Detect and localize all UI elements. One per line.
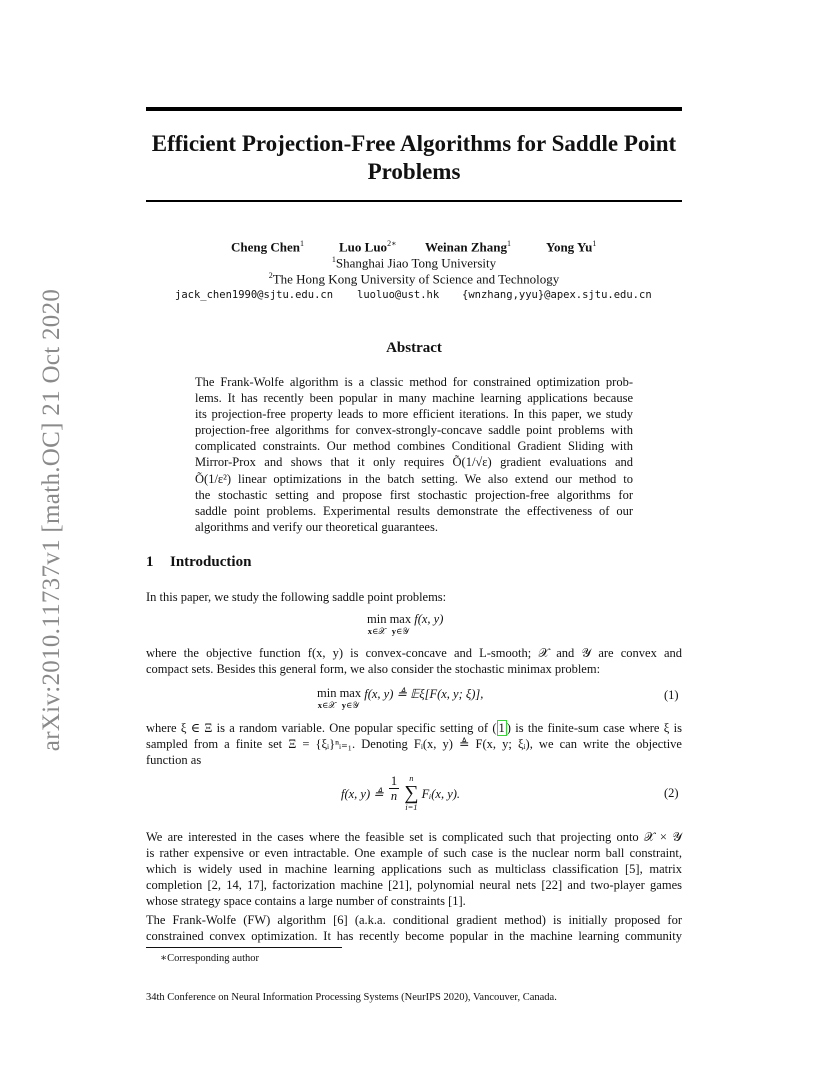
abstract-line: lems. It has recently been popular in many machine learning applications because — [195, 391, 633, 405]
abstract-line: saddle point problems. Experimental results demonstrate the effectiveness of our — [195, 504, 633, 518]
email-2[interactable]: luoluo@ust.hk — [357, 289, 440, 301]
abstract-line: projection-free algorithms for convex-strongly-concave saddle point problems with — [195, 423, 633, 437]
affiliation-2: $^2$The Hong Kong University of Science and Technology — [268, 271, 560, 287]
footnote-rule — [146, 947, 342, 948]
intro-paragraph-2: where the objective function f(x, y) is convex-concave and L-smooth; 𝒳 and 𝒴 are convex and — [146, 646, 682, 660]
abstract-heading: Abstract — [386, 340, 442, 356]
equation-2: f(x, y) ≜ $\frac{1}{n}$ n ∑ i=1 Fᵢ(x, y). — [341, 773, 461, 812]
abstract-line: Mirror-Prox and shows that it only requires Õ(1/√ε) gradient evaluations and — [195, 455, 633, 469]
intro-paragraph-5: constrained convex optimization. It has recently become popular in the machine learning community — [146, 929, 682, 943]
intro-paragraph-4: We are interested in the cases where the feasible set is complicated such that projecting onto 𝒳 × 𝒴 — [146, 830, 682, 844]
title-line-2: Problems — [367, 159, 461, 184]
abstract-line: the stochastic setting and propose first stochastic projection-free algorithms for — [195, 488, 633, 502]
intro-paragraph-3: sampled from a finite set Ξ = {ξᵢ}ⁿᵢ₌₁. Denoting Fᵢ(x, y) ≜ F(x, y; ξᵢ), we can write the objective — [146, 737, 682, 751]
intro-paragraph-1: In this paper, we study the following saddle point problems: — [146, 590, 447, 604]
title-top-rule — [146, 107, 682, 111]
abstract-line: The Frank-Wolfe algorithm is a classic method for constrained optimization prob- — [195, 375, 633, 389]
title-line-1: Efficient Projection-Free Algorithms for Saddle Point — [151, 131, 677, 156]
abstract-line: complicated constraints. Our method combines Conditional Gradient Sliding with — [195, 439, 633, 453]
affiliation-1: $^1$Shanghai Jiao Tong University — [331, 255, 497, 271]
equation-1: min $^{x\in 𝒳}$ max $^{y\in 𝒴}$ f(x, y) ≜ 𝔼ξ[F(x, y; ξ)], — [317, 686, 484, 710]
intro-paragraph-2: compact sets. Besides this general form, we also consider the stochastic minimax problem: — [146, 662, 601, 676]
intro-paragraph-5: The Frank-Wolfe (FW) algorithm [6] (a.k.a. conditional gradient method) is initially proposed for — [146, 913, 682, 927]
equation-minmax: min $^{x\in 𝒳}$ max $^{y\in 𝒴}$ f(x, y) — [367, 612, 444, 636]
venue-footer: 34th Conference on Neural Information Processing Systems (NeurIPS 2020), Vancouver, Canada. — [146, 992, 557, 1003]
paper-title — [146, 130, 682, 186]
email-1[interactable]: jack_chen1990@sjtu.edu.cn — [175, 289, 334, 301]
email-3[interactable]: {wnzhang,yyu}@apex.sjtu.edu.cn — [462, 289, 652, 301]
intro-paragraph-4: completion [2, 14, 17], factorization machine [21], polynomial neural nets [22] and two-player games — [146, 878, 682, 892]
arxiv-stamp: arXiv:2010.11737v1 [math.OC] 21 Oct 2020 — [38, 288, 65, 752]
equation-1-body: f(x, y) ≜ 𝔼ξ[F(x, y; ξ)], — [364, 687, 484, 701]
intro-paragraph-4: whose strategy space contains a large number of constraints [1]. — [146, 894, 466, 908]
section-number: 1 — [146, 554, 154, 570]
intro-paragraph-4: which is widely used in machine learning applications such as multiclass classification [5], matrix — [146, 862, 682, 876]
footnote: ∗Corresponding author — [160, 953, 259, 964]
equation-minmax-body: f(x, y) — [414, 612, 444, 626]
author-4: Yong Yu$^1$ — [546, 239, 597, 255]
intro-paragraph-3: function as — [146, 753, 202, 767]
intro-paragraph-3: where ξ ∈ Ξ is a random variable. One popular specific setting of ( 1 ) is the finite-sum case where ξ is — [146, 721, 682, 735]
author-3: Weinan Zhang$^1$ — [425, 239, 512, 255]
intro-paragraph-4: is rather expensive or even intractable. One example of such case is the nuclear norm ball constraint, — [146, 846, 682, 860]
abstract-line: Õ(1/ε²) linear optimizations in the batch setting. We also extend our method to — [195, 472, 633, 486]
equation-ref-link[interactable]: 1 — [498, 721, 505, 735]
section-title: Introduction — [170, 554, 252, 570]
title-bottom-rule — [146, 200, 682, 202]
equation-1-number: (1) — [664, 688, 679, 702]
abstract-line: algorithms and verify our theoretical guarantees. — [195, 520, 438, 534]
abstract-line: its projection-free property leads to more efficient iterations. In this paper, we study — [195, 407, 633, 421]
author-2: Luo Luo$^{2∗}$ — [339, 239, 397, 255]
equation-2-number: (2) — [664, 786, 679, 800]
author-1: Cheng Chen$^1$ — [231, 239, 304, 255]
